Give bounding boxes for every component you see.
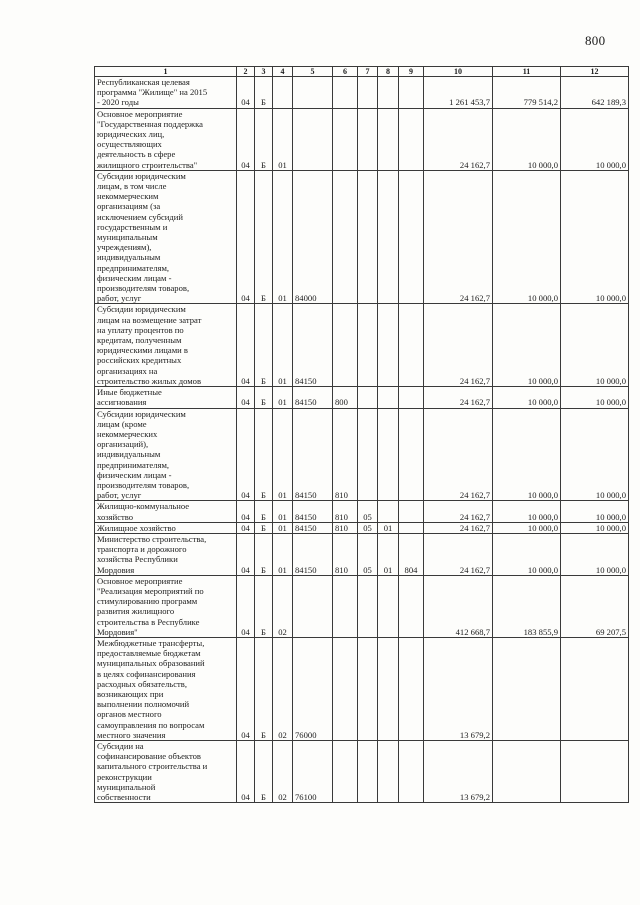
table-row — [95, 741, 629, 803]
line-item-name-line: лицам на возмещение затрат — [97, 314, 202, 325]
line-item-name-line: организаций), — [97, 439, 149, 450]
line-item-name-line: Республиканская целевая — [97, 77, 190, 87]
code-column-6: 810 — [333, 408, 358, 501]
line-item-name-line: софинансирование объектов — [97, 751, 201, 762]
code-column-9 — [399, 637, 424, 740]
code-column-4: 01 — [273, 522, 293, 533]
column-header-1: 1 — [95, 67, 237, 77]
code-column-9 — [399, 501, 424, 522]
amount-column-10: 13 679,2 — [424, 741, 493, 803]
code-column-8 — [378, 408, 399, 501]
code-column-6: 810 — [333, 522, 358, 533]
line-item-name-line: - 2020 годы — [97, 97, 139, 108]
line-item-name-line: выполнении полномочий — [97, 699, 190, 710]
column-header-10: 10 — [424, 67, 493, 77]
code-column-2: 04 — [237, 637, 255, 740]
line-item-name-line: строительство жилых домов — [97, 375, 202, 386]
code-column-2: 04 — [237, 741, 255, 803]
line-item-name-line: Основное мероприятие — [97, 108, 183, 119]
code-column-9 — [399, 77, 424, 109]
code-column-9 — [399, 408, 424, 501]
line-item-name-line: развития жилищного — [97, 606, 175, 617]
code-column-7 — [358, 741, 378, 803]
line-item-name-line: некоммерческих — [97, 428, 158, 439]
table-row — [95, 408, 629, 501]
amount-column-12: 10 000,0 — [561, 387, 629, 408]
table-body — [95, 77, 629, 803]
line-item-name-line: работ, услуг — [97, 490, 142, 501]
line-item-name-line: "Реализация мероприятий по — [97, 585, 204, 596]
line-item-name-line: кредитам, полученным — [97, 335, 182, 346]
code-column-4: 01 — [273, 501, 293, 522]
column-header-12: 12 — [561, 67, 629, 77]
table-row — [95, 637, 629, 740]
line-item-name-line: строительства в Республике — [97, 616, 200, 627]
code-column-3: Б — [255, 408, 273, 501]
line-item-name-line: жилищного строительства" — [97, 159, 198, 170]
column-header-3: 3 — [255, 67, 273, 77]
code-column-3: Б — [255, 170, 273, 304]
code-column-3: Б — [255, 501, 273, 522]
code-column-2: 04 — [237, 501, 255, 522]
code-column-5 — [293, 77, 333, 109]
code-column-8 — [378, 77, 399, 109]
header-row — [95, 67, 629, 77]
amount-column-11: 10 000,0 — [493, 408, 561, 501]
amount-column-10: 24 162,7 — [424, 170, 493, 304]
code-column-3: Б — [255, 522, 273, 533]
code-column-7 — [358, 575, 378, 637]
code-column-3: Б — [255, 533, 273, 575]
amount-column-12 — [561, 741, 629, 803]
line-item-name — [95, 304, 237, 387]
code-column-9 — [399, 170, 424, 304]
code-column-9 — [399, 387, 424, 408]
column-header-11: 11 — [493, 67, 561, 77]
amount-column-12: 69 207,5 — [561, 575, 629, 637]
amount-column-12: 10 000,0 — [561, 108, 629, 170]
line-item-name-line: "Государственная поддержка — [97, 118, 203, 129]
code-column-7: 05 — [358, 522, 378, 533]
line-item-name-line: предоставляемые бюджетам — [97, 648, 201, 659]
code-column-5: 84150 — [293, 387, 333, 408]
line-item-name-line: юридическими лицами в — [97, 345, 188, 356]
code-column-4 — [273, 77, 293, 109]
code-column-7 — [358, 637, 378, 740]
line-item-name — [95, 387, 237, 408]
line-item-name-line: Основное мероприятие — [97, 575, 183, 586]
code-column-5 — [293, 575, 333, 637]
table-row — [95, 304, 629, 387]
code-column-6 — [333, 108, 358, 170]
table-row — [95, 522, 629, 533]
code-column-7 — [358, 108, 378, 170]
line-item-name — [95, 637, 237, 740]
line-item-name-line: хозяйства Республики — [97, 554, 178, 565]
line-item-name — [95, 108, 237, 170]
line-item-name-line: Субсидии юридическим — [97, 170, 186, 181]
amount-column-12: 10 000,0 — [561, 170, 629, 304]
amount-column-11: 183 855,9 — [493, 575, 561, 637]
code-column-7 — [358, 170, 378, 304]
code-column-4: 02 — [273, 741, 293, 803]
amount-column-10: 24 162,7 — [424, 408, 493, 501]
line-item-name — [95, 170, 237, 304]
code-column-3: Б — [255, 387, 273, 408]
amount-column-10: 1 261 453,7 — [424, 77, 493, 109]
code-column-8: 01 — [378, 533, 399, 575]
amount-column-11: 10 000,0 — [493, 522, 561, 533]
code-column-2: 04 — [237, 522, 255, 533]
line-item-name-line: муниципальным — [97, 232, 158, 243]
line-item-name-line: возникающих при — [97, 688, 164, 699]
line-item-name-line: Мордовия — [97, 564, 135, 575]
line-item-name-line: государственным и — [97, 221, 168, 232]
code-column-4: 02 — [273, 575, 293, 637]
code-column-4: 01 — [273, 408, 293, 501]
code-column-3: Б — [255, 741, 273, 803]
line-item-name-line: программа "Жилище" на 2015 — [97, 87, 208, 98]
line-item-name-line: местного значения — [97, 729, 166, 740]
line-item-name-line: Жилищно-коммунальное — [97, 501, 190, 512]
code-column-8 — [378, 501, 399, 522]
code-column-9: 804 — [399, 533, 424, 575]
table-row — [95, 575, 629, 637]
code-column-3: Б — [255, 304, 273, 387]
code-column-6: 810 — [333, 501, 358, 522]
line-item-name-line: исключением субсидий — [97, 211, 183, 222]
code-column-8 — [378, 637, 399, 740]
line-item-name-line: расходных обязательств, — [97, 678, 187, 689]
line-item-name-line: муниципальных образований — [97, 658, 205, 669]
line-item-name-line: российских кредитных — [97, 355, 182, 366]
line-item-name — [95, 575, 237, 637]
amount-column-11: 10 000,0 — [493, 170, 561, 304]
line-item-name-line: работ, услуг — [97, 293, 142, 304]
column-header-7: 7 — [358, 67, 378, 77]
amount-column-10: 24 162,7 — [424, 533, 493, 575]
line-item-name-line: индивидуальным — [97, 449, 161, 460]
line-item-name-line: производителям товаров, — [97, 479, 190, 490]
amount-column-12 — [561, 637, 629, 740]
line-item-name-line: физическим лицам - — [97, 469, 172, 480]
code-column-4: 01 — [273, 170, 293, 304]
code-column-2: 04 — [237, 108, 255, 170]
code-column-6 — [333, 741, 358, 803]
line-item-name-line: физическим лицам - — [97, 272, 172, 283]
code-column-3: Б — [255, 108, 273, 170]
amount-column-10: 24 162,7 — [424, 108, 493, 170]
code-column-5: 84150 — [293, 533, 333, 575]
code-column-2: 04 — [237, 575, 255, 637]
code-column-8 — [378, 741, 399, 803]
code-column-2: 04 — [237, 304, 255, 387]
line-item-name-line: Министерство строительства, — [97, 533, 207, 544]
code-column-8 — [378, 387, 399, 408]
amount-column-10: 24 162,7 — [424, 304, 493, 387]
line-item-name-line: осуществляющих — [97, 139, 162, 150]
column-header-2: 2 — [237, 67, 255, 77]
line-item-name — [95, 501, 237, 522]
amount-column-12: 10 000,0 — [561, 408, 629, 501]
code-column-9 — [399, 108, 424, 170]
code-column-4: 01 — [273, 108, 293, 170]
table-row — [95, 533, 629, 575]
code-column-2: 04 — [237, 77, 255, 109]
line-item-name-line: в целях софинансирования — [97, 668, 196, 679]
code-column-9 — [399, 575, 424, 637]
line-item-name-line: некоммерческим — [97, 191, 159, 202]
column-header-5: 5 — [293, 67, 333, 77]
line-item-name-line: производителям товаров, — [97, 283, 190, 294]
line-item-name-line: организациям (за — [97, 201, 161, 212]
table-row — [95, 108, 629, 170]
amount-column-10: 24 162,7 — [424, 522, 493, 533]
line-item-name-line: самоуправления по вопросам — [97, 719, 205, 730]
line-item-name-line: юридических лиц, — [97, 129, 165, 140]
code-column-6 — [333, 170, 358, 304]
code-column-4: 01 — [273, 387, 293, 408]
code-column-7: 05 — [358, 501, 378, 522]
amount-column-12: 10 000,0 — [561, 501, 629, 522]
line-item-name-line: Иные бюджетные — [97, 387, 162, 398]
table-row — [95, 77, 629, 109]
table-header — [95, 67, 629, 77]
code-column-8 — [378, 575, 399, 637]
amount-column-10: 412 668,7 — [424, 575, 493, 637]
amount-column-11 — [493, 637, 561, 740]
line-item-name-line: капитального строительства и — [97, 761, 208, 772]
code-column-5: 76100 — [293, 741, 333, 803]
code-column-5: 76000 — [293, 637, 333, 740]
line-item-name-line: муниципальной — [97, 781, 156, 792]
code-column-9 — [399, 304, 424, 387]
line-item-name-line: реконструкции — [97, 771, 152, 782]
code-column-7 — [358, 408, 378, 501]
code-column-4: 01 — [273, 304, 293, 387]
code-column-2: 04 — [237, 408, 255, 501]
page-number: 800 — [585, 33, 606, 48]
line-item-name-line: хозяйство — [97, 511, 134, 522]
table-row — [95, 387, 629, 408]
amount-column-11: 779 514,2 — [493, 77, 561, 109]
amount-column-10: 24 162,7 — [424, 501, 493, 522]
line-item-name-line: органов местного — [97, 709, 162, 720]
code-column-5: 84150 — [293, 501, 333, 522]
line-item-name-line: предпринимателям, — [97, 459, 170, 470]
code-column-4: 01 — [273, 533, 293, 575]
code-column-2: 04 — [237, 387, 255, 408]
amount-column-11: 10 000,0 — [493, 304, 561, 387]
column-header-9: 9 — [399, 67, 424, 77]
line-item-name-line: ассигнования — [97, 397, 147, 408]
amount-column-11: 10 000,0 — [493, 387, 561, 408]
code-column-4: 02 — [273, 637, 293, 740]
code-column-6 — [333, 637, 358, 740]
amount-column-10: 13 679,2 — [424, 637, 493, 740]
code-column-7: 05 — [358, 533, 378, 575]
amount-column-11: 10 000,0 — [493, 533, 561, 575]
line-item-name-line: Мордовия" — [97, 626, 138, 637]
line-item-name-line: транспорта и дорожного — [97, 544, 187, 555]
code-column-8 — [378, 304, 399, 387]
line-item-name-line: индивидуальным — [97, 252, 161, 263]
code-column-5 — [293, 108, 333, 170]
line-item-name-line: предпринимателям, — [97, 262, 170, 273]
line-item-name-line: стимулированию программ — [97, 596, 198, 607]
code-column-2: 04 — [237, 170, 255, 304]
line-item-name — [95, 522, 237, 533]
code-column-7 — [358, 387, 378, 408]
line-item-name — [95, 408, 237, 501]
code-column-9 — [399, 741, 424, 803]
budget-table — [94, 66, 629, 803]
line-item-name-line: учреждениям), — [97, 242, 152, 253]
line-item-name — [95, 77, 237, 109]
code-column-5: 84000 — [293, 170, 333, 304]
code-column-5: 84150 — [293, 304, 333, 387]
code-column-7 — [358, 77, 378, 109]
line-item-name-line: Субсидии юридическим — [97, 304, 186, 315]
code-column-6 — [333, 77, 358, 109]
amount-column-12: 10 000,0 — [561, 304, 629, 387]
line-item-name-line: организациях на — [97, 365, 158, 376]
code-column-9 — [399, 522, 424, 533]
amount-column-12: 642 189,3 — [561, 77, 629, 109]
code-column-5: 84150 — [293, 408, 333, 501]
code-column-8 — [378, 170, 399, 304]
amount-column-11: 10 000,0 — [493, 501, 561, 522]
code-column-5: 84150 — [293, 522, 333, 533]
amount-column-12: 10 000,0 — [561, 522, 629, 533]
table-row — [95, 501, 629, 522]
line-item-name-line: Межбюджетные трансферты, — [97, 637, 205, 648]
line-item-name-line: Субсидии юридическим — [97, 408, 186, 419]
code-column-6: 800 — [333, 387, 358, 408]
line-item-name-line: лицам (кроме — [97, 418, 147, 429]
code-column-8 — [378, 108, 399, 170]
amount-column-10: 24 162,7 — [424, 387, 493, 408]
line-item-name — [95, 533, 237, 575]
amount-column-11: 10 000,0 — [493, 108, 561, 170]
code-column-8: 01 — [378, 522, 399, 533]
table-row — [95, 170, 629, 304]
column-header-4: 4 — [273, 67, 293, 77]
line-item-name-line: лицам, в том числе — [97, 181, 167, 192]
code-column-3: Б — [255, 637, 273, 740]
line-item-name-line: Субсидии на — [97, 741, 144, 751]
line-item-name-line: деятельность в сфере — [97, 149, 176, 160]
code-column-6 — [333, 575, 358, 637]
code-column-7 — [358, 304, 378, 387]
column-header-8: 8 — [378, 67, 399, 77]
code-column-3: Б — [255, 575, 273, 637]
line-item-name-line: собственности — [97, 792, 151, 803]
amount-column-12: 10 000,0 — [561, 533, 629, 575]
code-column-3: Б — [255, 77, 273, 109]
code-column-2: 04 — [237, 533, 255, 575]
code-column-6: 810 — [333, 533, 358, 575]
line-item-name — [95, 741, 237, 803]
code-column-6 — [333, 304, 358, 387]
column-header-6: 6 — [333, 67, 358, 77]
line-item-name-line: Жилищное хозяйство — [97, 522, 176, 533]
line-item-name-line: на уплату процентов по — [97, 324, 184, 335]
amount-column-11 — [493, 741, 561, 803]
